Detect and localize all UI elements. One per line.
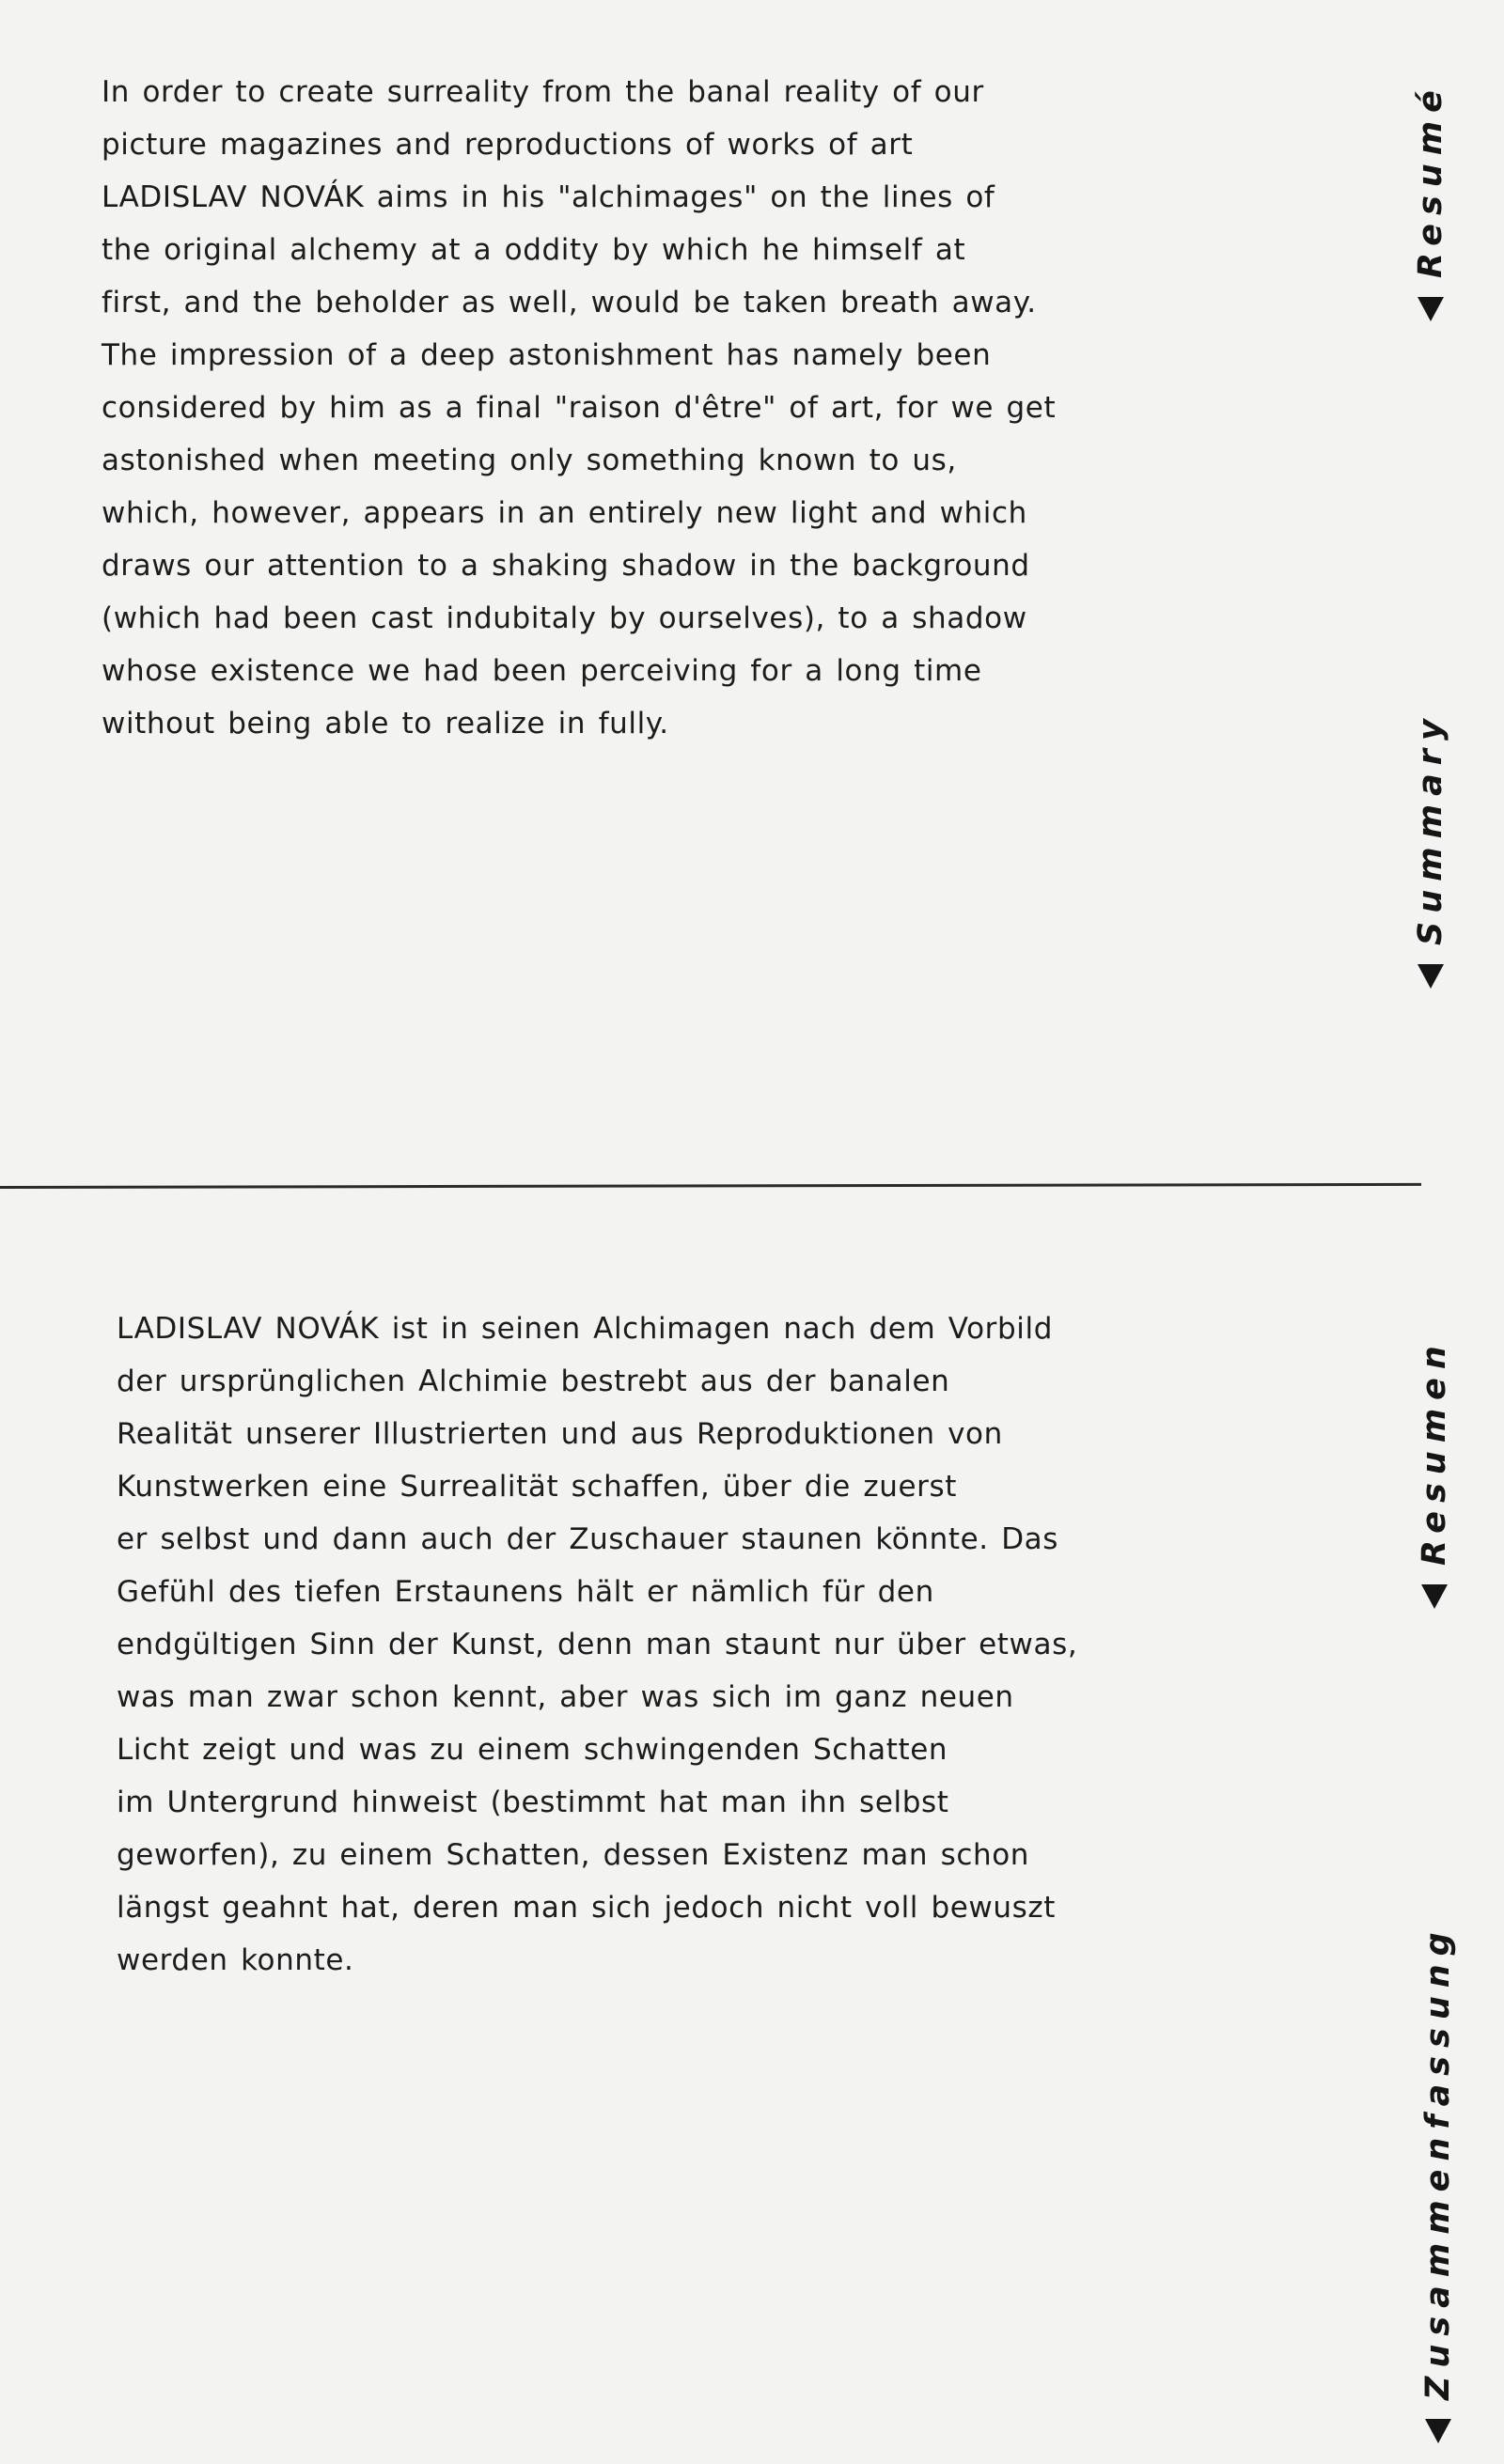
triangle-marker-icon: [1418, 964, 1444, 989]
text-line: draws our attention to a shaking shadow in the background: [102, 549, 1030, 583]
text-line: geworfen), zu einem Schatten, dessen Existenz man schon: [117, 1838, 1030, 1872]
side-label-zusammenfassung: [1419, 1924, 1457, 2443]
text-line: (which had been cast indubitaly by ourselves), to a shadow: [102, 601, 1027, 635]
text-line: im Untergrund hinweist (bestimmt hat man ihn selbst: [117, 1786, 949, 1819]
text-line: der ursprünglichen Alchimie bestrebt aus der banalen: [117, 1365, 950, 1398]
side-label-resumen: [1416, 1337, 1453, 1609]
german-summary-text: [117, 1302, 1077, 1987]
side-label-resume: [1412, 82, 1449, 321]
side-label-text: Zusammenfassung: [1419, 1924, 1457, 2400]
text-line: LADISLAV NOVÁK ist in seinen Alchimagen nach dem Vorbild: [117, 1312, 1054, 1346]
english-summary-text: [102, 66, 1056, 750]
text-line: Gefühl des tiefen Erstaunens hält er nämlich für den: [117, 1575, 934, 1609]
text-line: In order to create surreality from the banal reality of our: [102, 75, 984, 109]
text-line: was man zwar schon kennt, aber was sich im ganz neuen: [117, 1680, 1014, 1714]
text-line: er selbst und dann auch der Zuschauer staunen könnte. Das: [117, 1522, 1059, 1556]
text-line: endgültigen Sinn der Kunst, denn man staunt nur über etwas,: [117, 1628, 1078, 1661]
text-line: without being able to realize in fully.: [102, 707, 669, 741]
text-line: which, however, appears in an entirely new light and which: [102, 496, 1027, 530]
text-line: astonished when meeting only something known to us,: [102, 444, 957, 477]
text-line: Realität unserer Illustrierten und aus Reproduktionen von: [117, 1417, 1003, 1451]
side-label-text: Summary: [1412, 710, 1449, 945]
text-line: Kunstwerken eine Surrealität schaffen, über die zuerst: [117, 1470, 958, 1504]
triangle-marker-icon: [1425, 2419, 1451, 2443]
side-label-summary: [1412, 710, 1449, 989]
text-line: the original alchemy at a oddity by which he himself at: [102, 233, 966, 267]
text-line: LADISLAV NOVÁK aims in his "alchimages" on the lines of: [102, 180, 995, 214]
text-line: picture magazines and reproductions of works of art: [102, 128, 914, 162]
text-line: werden konnte.: [117, 1943, 354, 1977]
text-line: Licht zeigt und was zu einem schwingenden Schatten: [117, 1733, 948, 1767]
text-line: The impression of a deep astonishment has namely been: [102, 338, 992, 372]
text-line: längst geahnt hat, deren man sich jedoch nicht voll bewuszt: [117, 1891, 1056, 1925]
section-divider: [0, 1183, 1421, 1189]
text-line: whose existence we had been perceiving for a long time: [102, 654, 982, 688]
triangle-marker-icon: [1421, 1584, 1448, 1609]
text-line: considered by him as a final "raison d'être" of art, for we get: [102, 391, 1057, 425]
text-line: first, and the beholder as well, would be taken breath away.: [102, 286, 1037, 320]
side-label-text: Resumen: [1416, 1337, 1453, 1566]
side-label-text: Resumé: [1412, 82, 1449, 278]
triangle-marker-icon: [1418, 297, 1444, 321]
